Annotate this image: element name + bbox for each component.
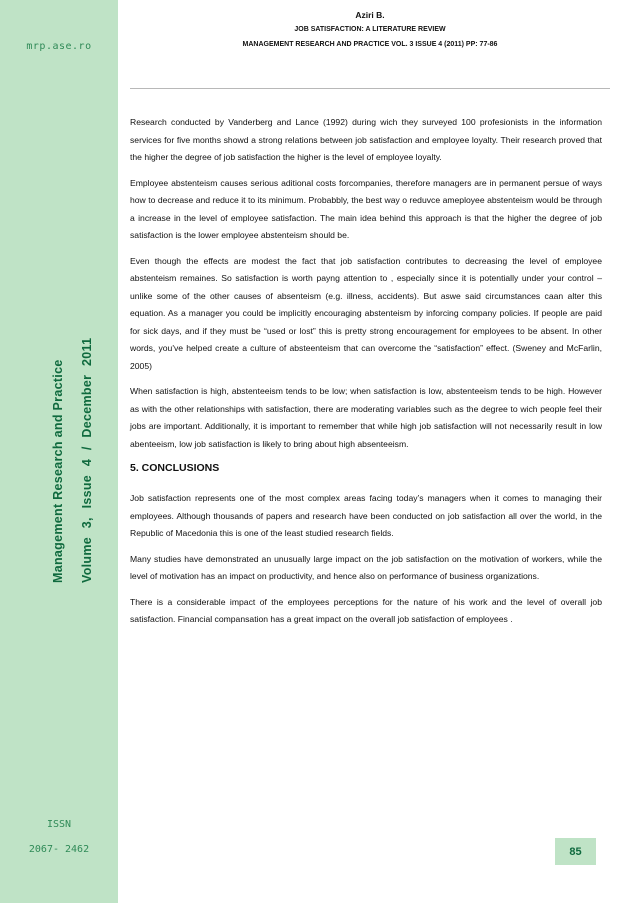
paragraph: Even though the effects are modest the fact that job satisfaction contributes to decreasing the level of employee abstenteism remaines. So satisfaction is worth payng attention to , especially since it is potentially under your control – unlike some of the other causes of absenteism (e.g. illness, accidents). But aswe said circumstances caan alter this equation. As a manager you could be implicitly encouraging abstenteism by inforcing company policies. If people are paid for sick days, and if they must be “used or lost” this is pretty strong encouragement for employees to be absent. In other words, you've helped create a culture of absteenteism that can overcome the “satisfaction” effect. (Sweney and McFarlin, 2005)	[130, 255, 602, 371]
paragraph: When satisfaction is high, abstenteeism tends to be low; when satisfaction is low, abstenteeism tends to be high. However as with the other relationships with satisfaction, there are moderating variables such as the degree to wich people feel their jobs are important. Additionally, it is important to remember that while high job satisfaction will not necessarily result in low abenteeism, low job satisfaction is likely to bring about high absenteeism.	[130, 386, 602, 449]
sidebar	[0, 0, 118, 903]
paragraph: Research conducted by Vanderberg and Lance (1992) during wich they surveyed 100 profesionists in the information services for five months showd a strong relations between job satisfaction and employee loyalty. Their research proved that the higher the degree of job satisfaction the higher is the level of employee loyalty.	[130, 117, 602, 162]
paragraph: Employee abstenteism causes serious aditional costs forcompanies, therefore managers are in permanent persue of ways how to decrease and reduce it to its minimum. Probabbly, the best way o reduvce ameployee abstenteism would be through a increase in the level of employee satisfaction. The main idea behind this approach is that the higher the degree of job satisfaction is the lower employee abstenteism should be.	[130, 177, 602, 240]
header-title: JOB SATISFACTION: A LITERATURE REVIEW	[294, 26, 446, 33]
volume-issue-vertical: Volume 3, Issue 4 / December 2011	[80, 337, 94, 583]
issn-label: ISSN	[46, 819, 72, 830]
header-journal: MANAGEMENT RESEARCH AND PRACTICE VOL. 3 ISSUE 4 (2011) PP: 77-86	[242, 41, 498, 48]
section-heading: 5. CONCLUSIONS	[130, 462, 220, 474]
paragraph: There is a considerable impact of the employees perceptions for the nature of his work and the level of overall job satisfaction. Financial compansation has a great impact on the overall job satisfaction of employees .	[130, 596, 602, 624]
page-number: 85	[555, 838, 596, 865]
site-url: mrp.ase.ro	[26, 41, 92, 52]
paragraph: Job satisfaction represents one of the most complex areas facing today’s managers when it comes to managing their employees. Although thousands of papers and research have been conducted on job satisfaction all over the world, in the Republic of Macedonia this is one of the least studied research fields.	[130, 493, 602, 538]
header-divider	[130, 88, 610, 89]
header-author: Aziri B.	[355, 10, 385, 20]
article-body	[130, 114, 602, 637]
issn-number: 2067- 2462	[28, 844, 90, 855]
journal-title-vertical: Management Research and Practice	[51, 359, 65, 583]
paragraph: Many studies have demonstrated an unusually large impact on the job satisfaction on the motivation of workers, while the level of motivation has an impact on productivity, and hence also on performance of business organizations.	[130, 553, 602, 581]
